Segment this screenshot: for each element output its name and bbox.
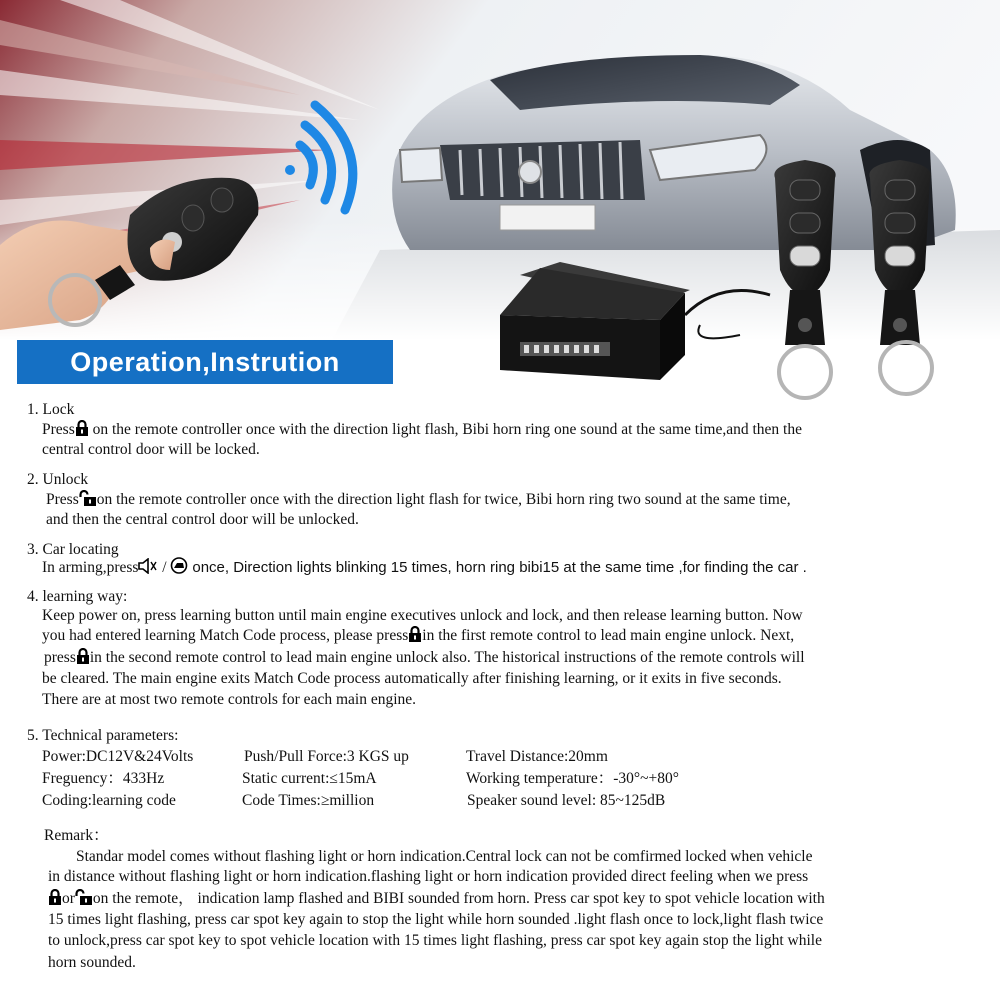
lock-icon bbox=[408, 626, 422, 642]
section-banner: Operation,Instrution bbox=[17, 340, 393, 384]
lock-line-2: central control door will be locked. bbox=[42, 441, 260, 458]
param-travel: Travel Distance:20mm bbox=[466, 748, 608, 765]
learning-line-3: press in the second remote control to lead main engine unlock also. The historical instructions of the remote controls will bbox=[44, 649, 805, 666]
remark-line-2: in distance without flashing light or horn indication.flashing light or horn indication provided direct feeling when we press bbox=[48, 868, 809, 885]
lock-heading: 1. Lock bbox=[27, 401, 75, 418]
remark-line-6: horn sounded. bbox=[48, 954, 136, 971]
remark-line-1: Standar model comes without flashing light or horn indication.Central lock can not be comfirmed locked when vehicle bbox=[76, 848, 813, 865]
remark-heading: Remark： bbox=[44, 827, 109, 844]
learning-line-4: be cleared. The main engine exits Match Code process automatically after finishing learning, or it exits in five seconds. bbox=[42, 670, 782, 687]
car-spot-icon bbox=[170, 557, 188, 574]
remark-line-4: 15 times light flashing, press car spot key again to stop the light while horn sounded .light flash once to lock,light flash twice bbox=[48, 911, 824, 928]
learning-line-1: Keep power on, press learning button until main engine executives unlock and lock, and then release learning button. Now bbox=[42, 607, 803, 624]
param-coding: Coding:learning code bbox=[42, 792, 176, 809]
lock-icon bbox=[75, 420, 89, 436]
remark-line-3: or on the remote， indication lamp flashed and BIBI sounded from horn. Press car spot key to spot vehicle location with bbox=[48, 889, 825, 909]
lock-line-1: Press on the remote controller once with the direction light flash, Bibi horn ring one sound at the same time,and then the bbox=[42, 421, 802, 438]
lock-icon bbox=[76, 648, 90, 664]
unlock-icon bbox=[79, 490, 97, 506]
learning-line-5: There are at most two remote controls for each main engine. bbox=[42, 691, 417, 708]
unlock-line-1: Press on the remote controller once with the direction light flash for twice, Bibi horn ring two sound at the same time, bbox=[46, 491, 791, 508]
param-static-current: Static current:≤15mA bbox=[242, 770, 377, 787]
hero-image bbox=[0, 0, 1000, 400]
unlock-heading: 2. Unlock bbox=[27, 471, 89, 488]
param-speaker-level: Speaker sound level: 85~125dB bbox=[467, 792, 666, 809]
param-force: Push/Pull Force:3 KGS up bbox=[244, 748, 409, 765]
param-working-temperature: Working temperature：-30°~+80° bbox=[466, 770, 679, 787]
remark-line-5: to unlock,press car spot key to spot vehicle location with 15 times light flashing, press car spot key again stop the light while bbox=[48, 932, 822, 949]
learning-line-2: you had entered learning Match Code process, please press in the first remote control to lead main engine unlock. Next, bbox=[42, 627, 795, 644]
speaker-icon bbox=[138, 558, 158, 574]
lock-icon bbox=[48, 889, 62, 905]
param-code-times: Code Times:≥million bbox=[242, 792, 375, 809]
learning-heading: 4. learning way: bbox=[27, 588, 128, 605]
locating-line-1: In arming,press / once, Direction lights blinking 15 times, horn ring bibi15 at the same time ,for finding the car . bbox=[42, 559, 807, 576]
param-frequency: Freguency：433Hz bbox=[42, 770, 165, 787]
param-power: Power:DC12V&24Volts bbox=[42, 748, 194, 765]
technical-heading: 5. Technical parameters: bbox=[27, 727, 179, 744]
unlock-line-2: and then the central control door will be unlocked. bbox=[46, 511, 359, 528]
unlock-icon bbox=[75, 889, 93, 905]
locating-heading: 3. Car locating bbox=[27, 541, 119, 558]
